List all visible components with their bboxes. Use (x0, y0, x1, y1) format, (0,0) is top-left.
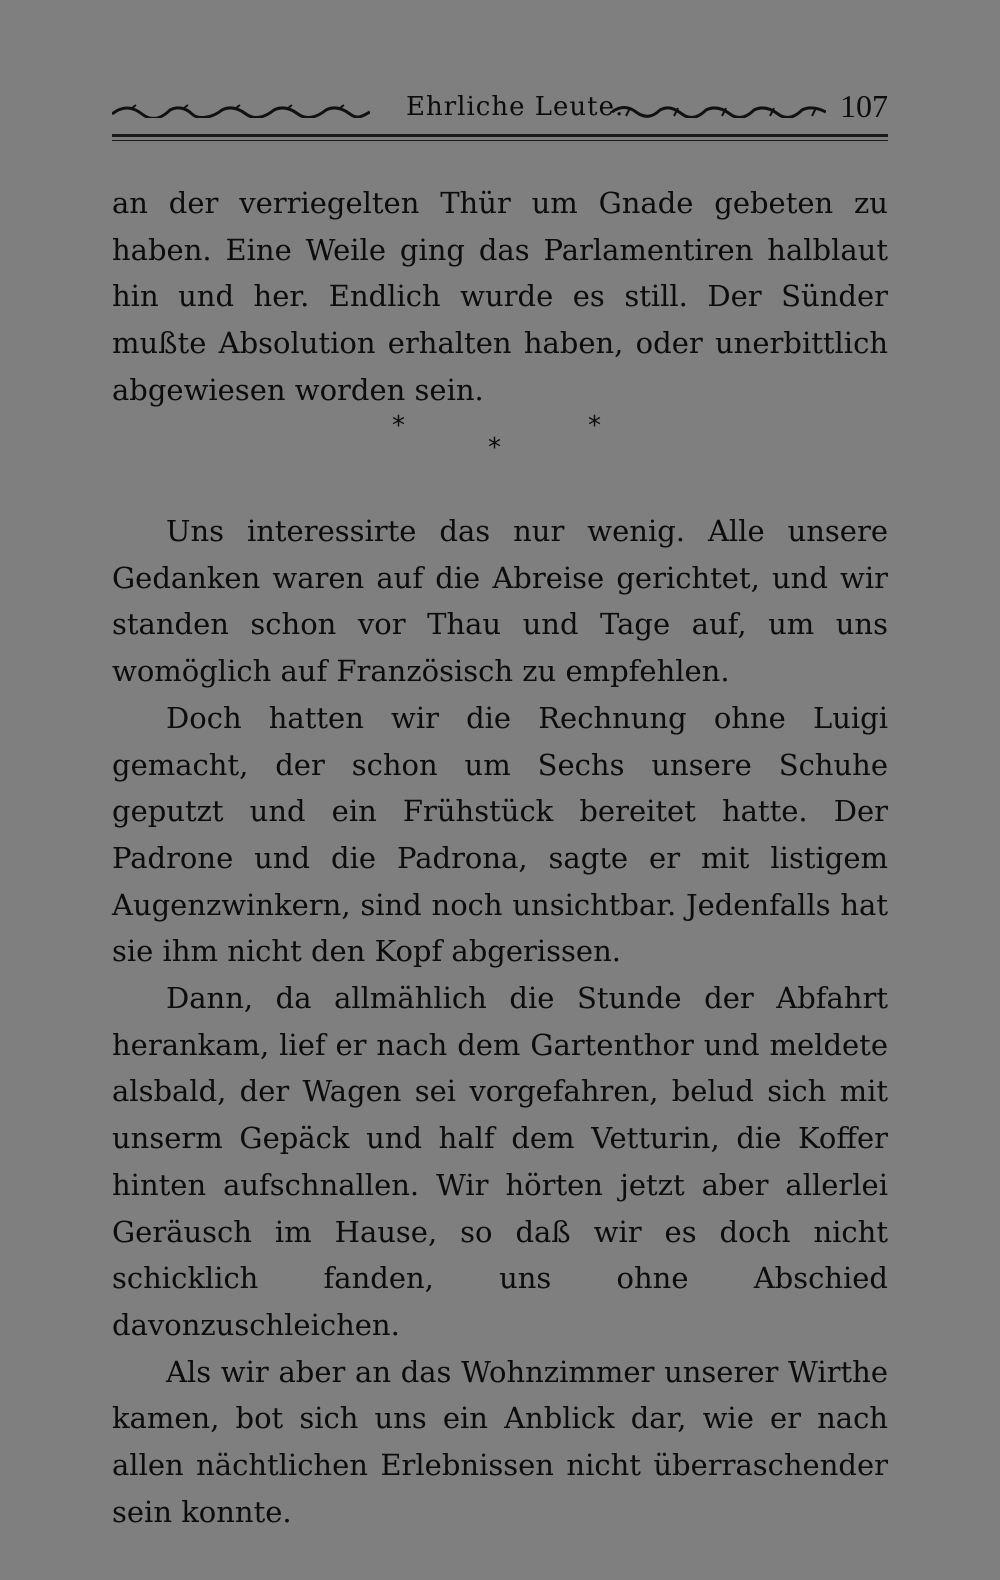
header-rule (112, 134, 888, 137)
text-block-top (112, 180, 888, 414)
page-number: 107 (840, 88, 888, 124)
ornament-right-icon (612, 104, 826, 118)
paragraph: Uns interessirte das nur wenig. Alle unsere Gedanken waren auf die Abreise gerichtet, und wir standen schon vor Thau und Tage auf, um uns womöglich auf Französisch zu empfehlen. (112, 514, 888, 689)
asterisk-mark: * (488, 433, 501, 463)
paragraph: Dann, da allmählich die Stunde der Abfahrt herankam, lief er nach dem Gartenthor und meldete alsbald, der Wagen sei vorgefahren, belud sich mit unserm Gepäck und half dem Vetturin, die Koffer hinten aufschnallen. Wir hörten jetzt aber allerlei Geräusch im Hause, so daß wir es doch nicht schicklich fanden, uns ohne Abschied davonzuschleichen. (112, 981, 888, 1342)
paragraph: Doch hatten wir die Rechnung ohne Luigi gemacht, der schon um Sechs unsere Schuhe geputzt und ein Frühstück bereitet hatte. Der Padrone und die Padrona, sagte er mit listigem Augenzwinkern, sind noch unsichtbar. Jedenfalls hat sie ihm nicht den Kopf abgerissen. (112, 700, 888, 969)
asterisk-mark: * (588, 411, 601, 441)
paragraph: Als wir aber an das Wohnzimmer unserer Wirthe kamen, bot sich uns ein Anblick dar, wie er nach allen nächtlichen Erlebnissen nicht überraschender sein konnte. (112, 1354, 888, 1529)
paragraph-continued: an der verriegelten Thür um Gnade gebeten zu haben. Eine Weile ging das Parlamentiren halblaut hin und her. Endlich wurde es still. Der Sünder mußte Absolution erhalten haben, oder unerbittlich abgewiesen worden sein. (112, 186, 888, 407)
running-title: Ehrliche Leute. (406, 92, 625, 122)
text-block-main (112, 508, 888, 1535)
ornament-left-icon (112, 104, 370, 118)
page-header (112, 86, 888, 132)
asterisk-mark: * (392, 411, 405, 441)
section-break (0, 405, 1000, 465)
header-rule-thin (112, 140, 888, 141)
